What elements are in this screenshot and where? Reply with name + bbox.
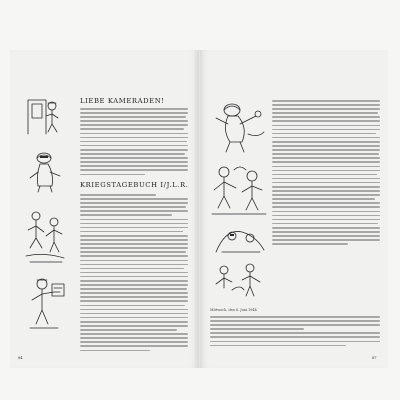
text-block-intro (80, 108, 188, 178)
page-number-right: 87 (372, 356, 377, 360)
cartoon-illustration-icon (22, 208, 68, 268)
text-block-right-bottom (210, 316, 380, 349)
text-block-diary (80, 194, 188, 354)
cartoon-illustration-icon (208, 162, 270, 218)
cartoon-illustration-icon (212, 222, 268, 258)
section-date-right: Mittwoch, den 8. Juni 1944 (210, 308, 257, 312)
left-page (10, 50, 198, 368)
heading-kriegstagebuch: KRIEGSTAGEBUCH I/J.L.R. (80, 181, 189, 189)
cartoon-illustration-icon (24, 276, 68, 334)
cartoon-illustration-icon (210, 260, 270, 300)
cartoon-illustration-icon (24, 94, 64, 136)
text-block-right-top (272, 100, 380, 247)
right-page (200, 50, 388, 368)
page-number-left: 84 (18, 356, 23, 360)
heading-liebe-kameraden: LIEBE KAMERADEN! (80, 97, 165, 105)
cartoon-illustration-icon (210, 98, 270, 158)
cartoon-illustration-icon (26, 150, 68, 194)
